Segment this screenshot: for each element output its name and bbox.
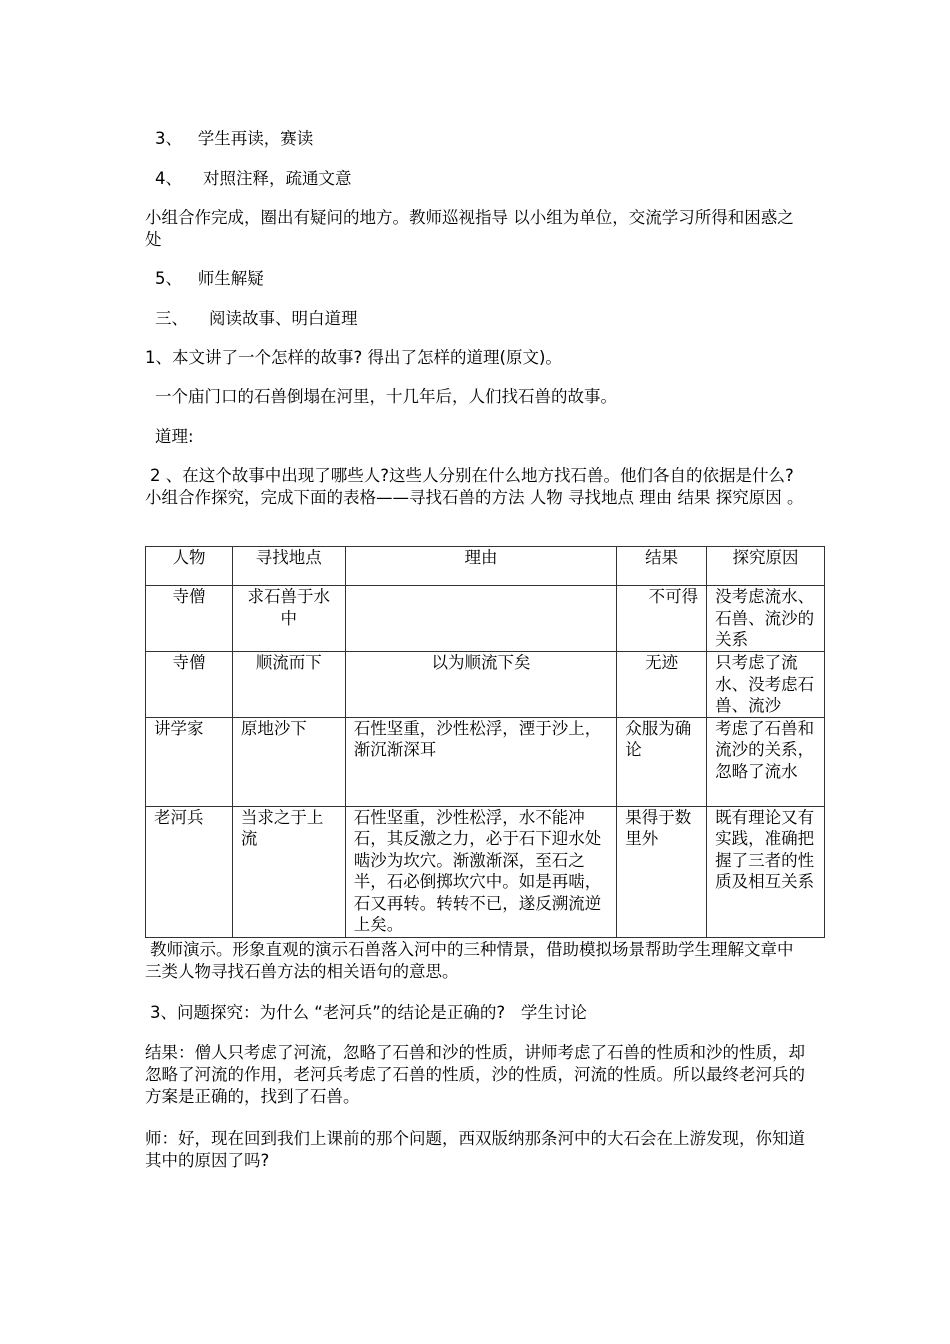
cell-person: 老河兵 (146, 806, 233, 937)
step-3: 3、 学生再读，赛读 (155, 129, 314, 148)
table-row (146, 717, 825, 806)
section-3-heading: 三、 阅读故事、明白道理 (155, 309, 358, 328)
table-row (146, 806, 825, 937)
header-result: 结果 (617, 547, 707, 586)
cell-result: 众服为确论 (617, 717, 707, 806)
header-reason: 理由 (345, 547, 617, 586)
header-person: 人物 (146, 547, 233, 586)
table-header-row (146, 547, 825, 586)
cell-person: 讲学家 (146, 717, 233, 806)
teacher-demo-paragraph: 教师演示。形象直观的演示石兽落入河中的三种情景，借助模拟场景帮助学生理解文章中三类人物寻找石兽方法的相关语句的意思。 (145, 940, 794, 981)
step-4: 4、 对照注释，疏通文意 (155, 169, 352, 188)
question-1: 1、本文讲了一个怎样的故事? 得出了怎样的道理(原文)。 (145, 348, 562, 367)
cell-person: 寺僧 (146, 652, 233, 718)
story-summary: 一个庙门口的石兽倒塌在河里，十几年后，人们找石兽的故事。 (155, 387, 617, 406)
teacher-question-paragraph: 师：好，现在回到我们上课前的那个问题，西双版纳那条河中的大石会在上游发现，你知道其中的原因了吗? (145, 1129, 805, 1170)
result-paragraph: 结果：僧人只考虑了河流，忽略了石兽和沙的性质，讲师考虑了石兽的性质和沙的性质，却忽略了河流的作用，老河兵考虑了石兽的性质，沙的性质，河流的性质。所以最终老河兵的方案是正确的，找到了石兽。 (145, 1043, 805, 1106)
header-location: 寻找地点 (232, 547, 345, 586)
cell-cause: 没考虑流水、石兽、流沙的关系 (707, 586, 825, 652)
search-method-table (145, 546, 825, 938)
step-5: 5、 师生解疑 (155, 269, 264, 288)
cell-cause: 既有理论又有实践，准确把握了三者的性质及相互关系 (707, 806, 825, 937)
cell-location: 顺流而下 (232, 652, 345, 718)
question-2: 2 、在这个故事中出现了哪些人?这些人分别在什么地方找石兽。他们各自的依据是什么?小组合作探究，完成下面的表格——寻找石兽的方法 人物 寻找地点 理由 结果 探究原因 。 (145, 466, 804, 507)
cell-result: 无迹 (617, 652, 707, 718)
cell-person: 寺僧 (146, 586, 233, 652)
cell-cause: 考虑了石兽和流沙的关系，忽略了流水 (707, 717, 825, 806)
cell-reason (345, 586, 617, 652)
table-row (146, 652, 825, 718)
cell-reason: 石性坚重，沙性松浮，水不能冲石，其反激之力，必于石下迎水处啮沙为坎穴。渐激渐深，至石之半，石必倒掷坎穴中。如是再啮，石又再转。转转不已，遂反溯流逆上矣。 (345, 806, 617, 937)
cell-location: 原地沙下 (232, 717, 345, 806)
header-cause: 探究原因 (707, 547, 825, 586)
cell-reason: 以为顺流下矣 (345, 652, 617, 718)
cell-location: 当求之于上流 (232, 806, 345, 937)
cell-location: 求石兽于水中 (232, 586, 345, 652)
cell-cause: 只考虑了流水、没考虑石兽、流沙 (707, 652, 825, 718)
cell-result: 果得于数里外 (617, 806, 707, 937)
principle-label: 道理: (155, 427, 194, 446)
cell-reason: 石性坚重，沙性松浮，湮于沙上，渐沉渐深耳 (345, 717, 617, 806)
cell-result: 不可得 (617, 586, 707, 652)
group-work-paragraph: 小组合作完成，圈出有疑问的地方。教师巡视指导 以小组为单位，交流学习所得和困惑之处 (145, 208, 794, 249)
table-row (146, 586, 825, 652)
question-3: 3、问题探究：为什么 “老河兵”的结论是正确的? 学生讨论 (150, 1003, 587, 1022)
